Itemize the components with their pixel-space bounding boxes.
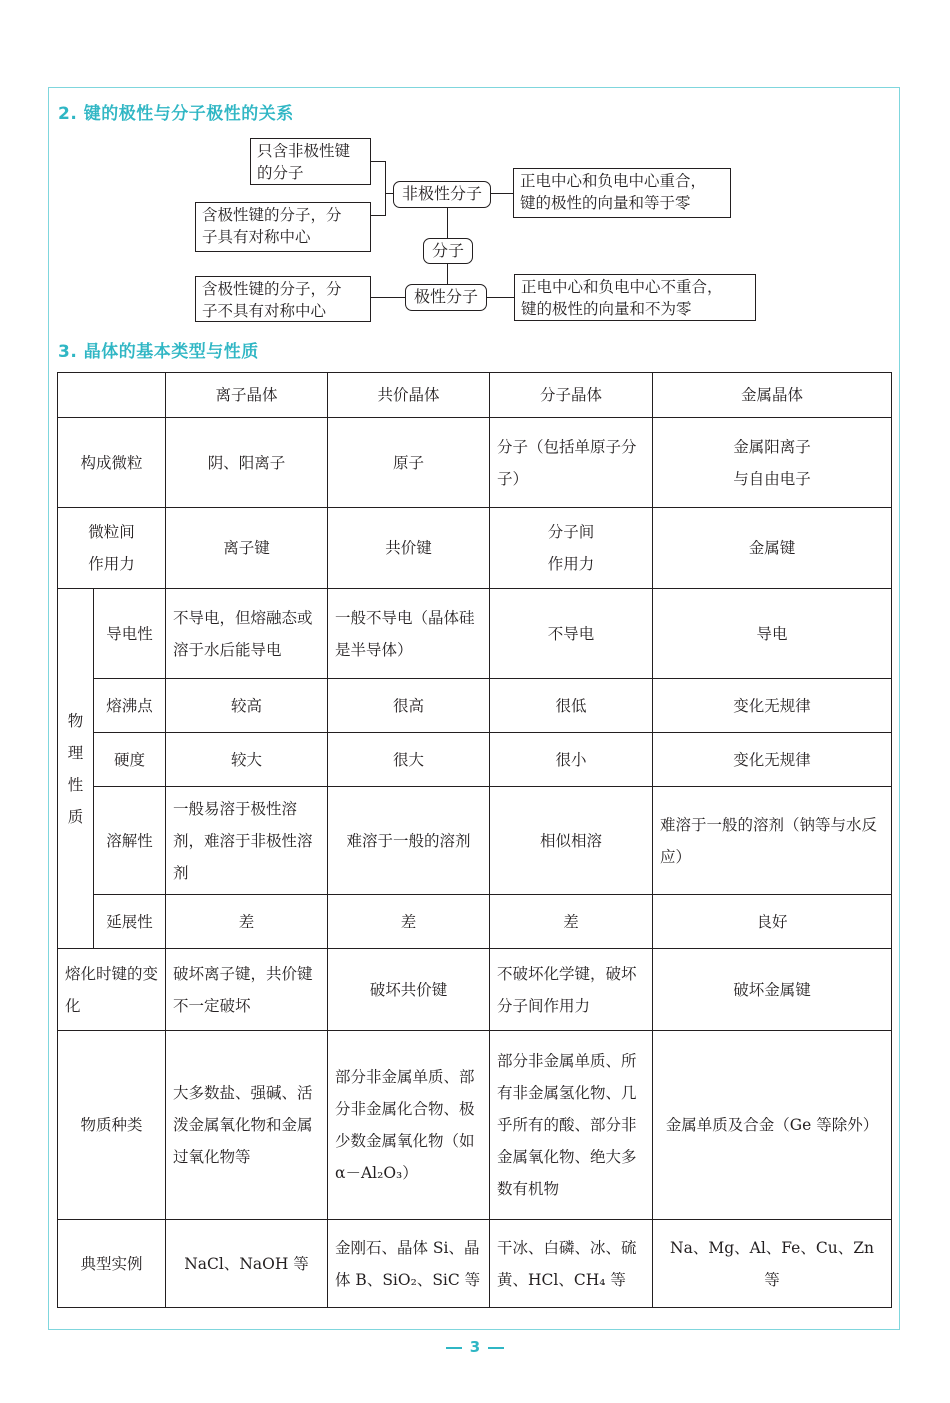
table-cell: 破坏共价键 — [328, 949, 490, 1031]
table-cell: 分子（包括单原子分子） — [490, 418, 653, 508]
table-row — [58, 787, 892, 895]
footer-dash-right — [488, 1347, 504, 1349]
table-cell: 一般不导电（晶体硅是半导体） — [328, 589, 490, 679]
table-cell: 部分非金属单质、所有非金属氢化物、几乎所有的酸、部分非金属氧化物、绝大多数有机物 — [490, 1031, 653, 1220]
header-corner — [58, 373, 166, 418]
molecule-center-node: 分子 — [423, 238, 473, 264]
table-cell: 难溶于一般的溶剂（钠等与水反应） — [653, 787, 892, 895]
box-polar-asymmetric: 含极性键的分子，分 子不具有对称中心 — [195, 276, 371, 322]
header-metallic: 金属晶体 — [653, 373, 892, 418]
row-label: 导电性 — [94, 589, 166, 679]
table-row — [58, 733, 892, 787]
table-cell: 金属单质及合金（Ge 等除外） — [653, 1031, 892, 1220]
table-cell: 差 — [166, 895, 328, 949]
box-polar-symmetric: 含极性键的分子，分 子具有对称中心 — [195, 202, 371, 252]
table-cell: 难溶于一般的溶剂 — [328, 787, 490, 895]
row-label: 延展性 — [94, 895, 166, 949]
row-label: 构成微粒 — [58, 418, 166, 508]
crystal-types-table — [57, 372, 892, 1308]
table-cell: 部分非金属单质、部分非金属化合物、极少数金属氧化物（如α－Al₂O₃） — [328, 1031, 490, 1220]
table-cell: 不破坏化学键，破坏分子间作用力 — [490, 949, 653, 1031]
table-cell: 不导电 — [490, 589, 653, 679]
table-cell: 原子 — [328, 418, 490, 508]
table-cell: 一般易溶于极性溶剂，难溶于非极性溶剂 — [166, 787, 328, 895]
table-row — [58, 679, 892, 733]
polar-molecule-node: 极性分子 — [405, 284, 487, 311]
connector-line — [447, 208, 448, 238]
table-cell: 较高 — [166, 679, 328, 733]
table-cell: 分子间 作用力 — [490, 508, 653, 589]
connector-line — [371, 215, 385, 216]
table-cell: 良好 — [653, 895, 892, 949]
table-cell: NaCl、NaOH 等 — [166, 1220, 328, 1308]
connector-line — [491, 193, 513, 194]
table-cell: 变化无规律 — [653, 733, 892, 787]
row-label: 微粒间 作用力 — [58, 508, 166, 589]
connector-line — [487, 297, 514, 298]
row-label: 熔化时键的变化 — [58, 949, 166, 1031]
section-2-heading: 2. 键的极性与分子极性的关系 — [58, 104, 294, 124]
connector-line — [447, 264, 448, 284]
page-footer — [0, 1338, 950, 1356]
row-label: 硬度 — [94, 733, 166, 787]
table-cell: 导电 — [653, 589, 892, 679]
table-row — [58, 949, 892, 1031]
connector-line — [385, 161, 386, 216]
table-cell: 差 — [490, 895, 653, 949]
physical-properties-label — [58, 589, 94, 949]
table-row — [58, 1031, 892, 1220]
table-cell: 变化无规律 — [653, 679, 892, 733]
section-3-heading: 3. 晶体的基本类型与性质 — [58, 342, 259, 362]
table-cell: 很小 — [490, 733, 653, 787]
table-cell: 金属键 — [653, 508, 892, 589]
connector-line — [371, 297, 405, 298]
table-cell: 金刚石、晶体 Si、晶体 B、SiO₂、SiC 等 — [328, 1220, 490, 1308]
table-cell: 破坏金属键 — [653, 949, 892, 1031]
row-label: 物质种类 — [58, 1031, 166, 1220]
table-cell: 很低 — [490, 679, 653, 733]
table-cell: 破坏离子键，共价键不一定破坏 — [166, 949, 328, 1031]
connector-line — [385, 193, 393, 194]
table-row — [58, 418, 892, 508]
table-cell: 阴、阳离子 — [166, 418, 328, 508]
table-cell: 较大 — [166, 733, 328, 787]
nonpolar-molecule-node: 非极性分子 — [393, 181, 491, 208]
table-cell: 很大 — [328, 733, 490, 787]
table-cell: Na、Mg、Al、Fe、Cu、Zn 等 — [653, 1220, 892, 1308]
table-row — [58, 1220, 892, 1308]
header-covalent: 共价晶体 — [328, 373, 490, 418]
table-row — [58, 589, 892, 679]
box-nonpolar-definition: 正电中心和负电中心重合， 键的极性的向量和等于零 — [513, 168, 731, 218]
footer-dash-left — [446, 1347, 462, 1349]
table-cell: 不导电，但熔融态或溶于水后能导电 — [166, 589, 328, 679]
table-cell: 金属阳离子 与自由电子 — [653, 418, 892, 508]
table-cell: 干冰、白磷、冰、硫黄、HCl、CH₄ 等 — [490, 1220, 653, 1308]
connector-line — [371, 161, 385, 162]
table-cell: 共价键 — [328, 508, 490, 589]
page-number: 3 — [469, 1338, 481, 1356]
row-label: 溶解性 — [94, 787, 166, 895]
header-ionic: 离子晶体 — [166, 373, 328, 418]
table-cell: 大多数盐、强碱、活泼金属氧化物和金属过氧化物等 — [166, 1031, 328, 1220]
table-cell: 很高 — [328, 679, 490, 733]
table-cell: 差 — [328, 895, 490, 949]
row-label: 典型实例 — [58, 1220, 166, 1308]
box-polar-definition: 正电中心和负电中心不重合， 键的极性的向量和不为零 — [514, 274, 756, 321]
row-label: 熔沸点 — [94, 679, 166, 733]
header-molecular: 分子晶体 — [490, 373, 653, 418]
table-row — [58, 895, 892, 949]
table-row — [58, 508, 892, 589]
table-cell: 相似相溶 — [490, 787, 653, 895]
table-cell: 离子键 — [166, 508, 328, 589]
physical-properties-text: 物理性质 — [67, 711, 84, 826]
table-header-row — [58, 373, 892, 418]
box-nonpolar-bonds-only: 只含非极性键 的分子 — [250, 138, 371, 185]
